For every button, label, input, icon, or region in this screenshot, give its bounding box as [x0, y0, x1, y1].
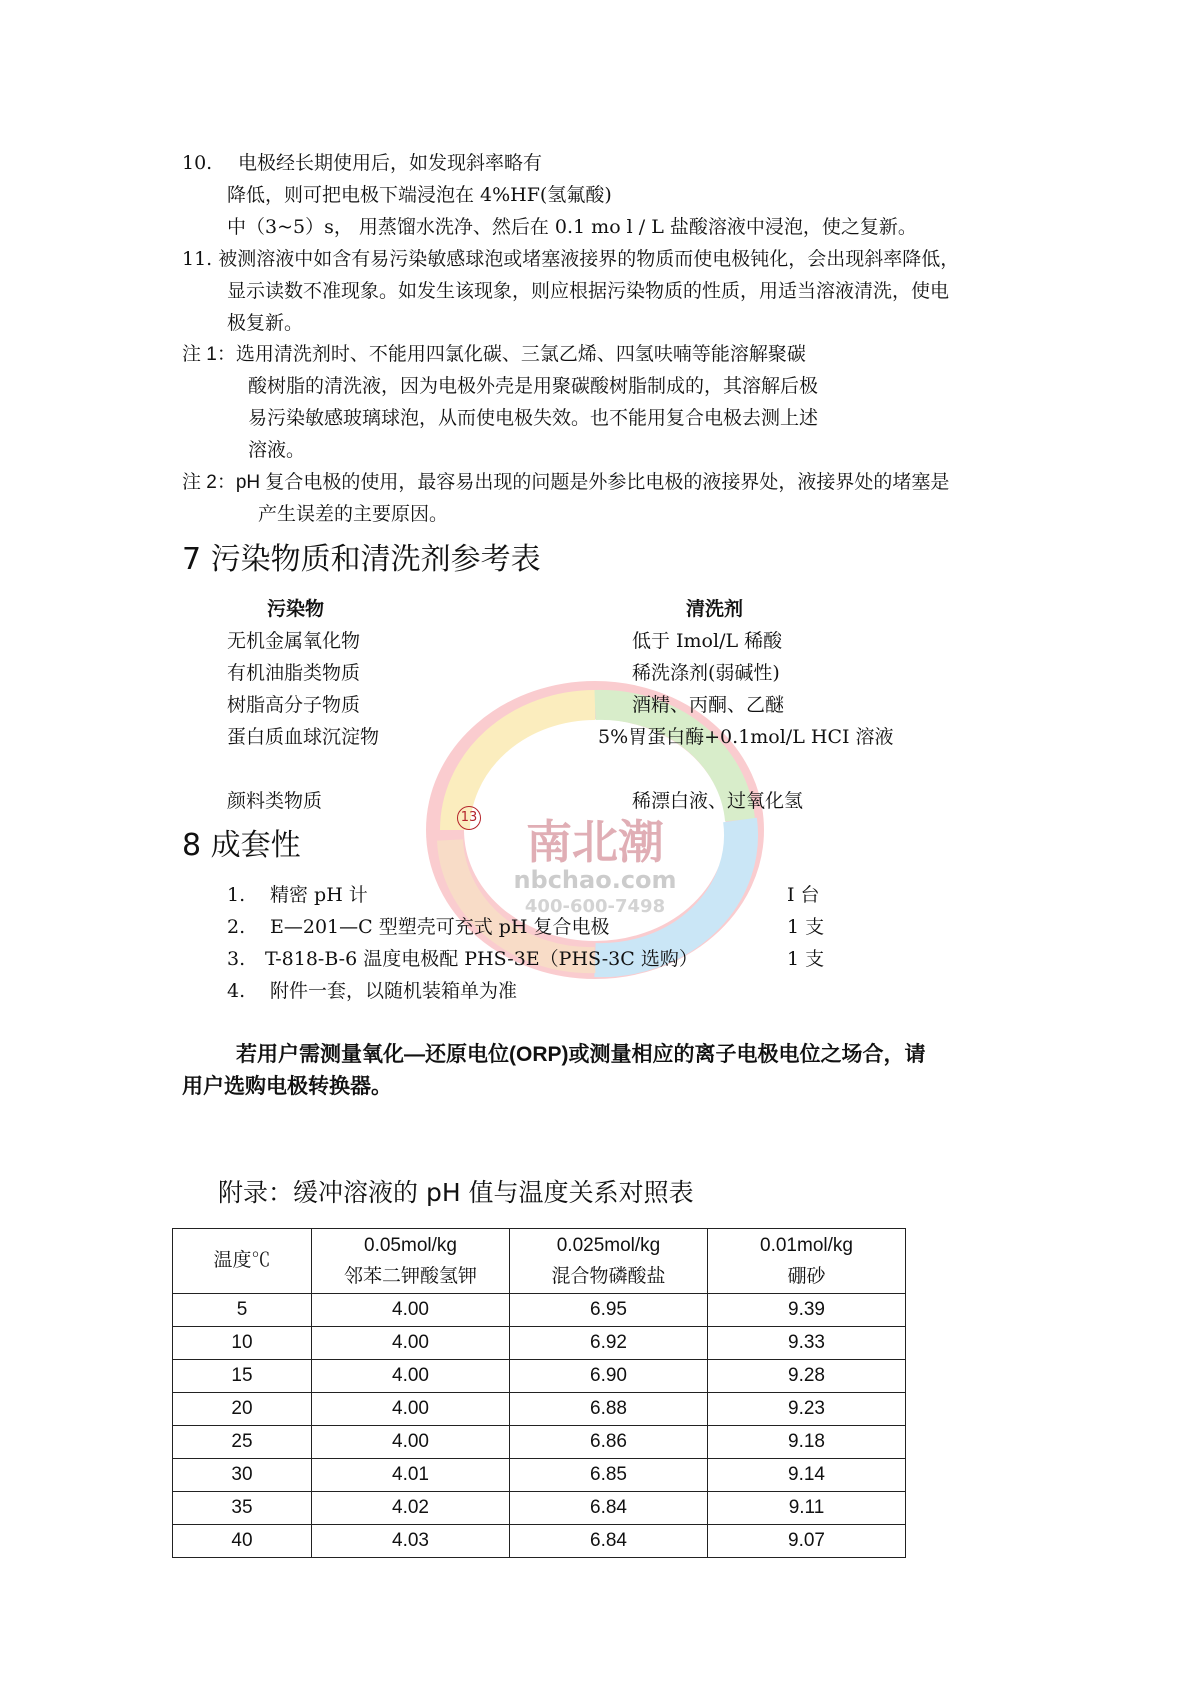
- item11-line2: 显示读数不准现象。如发生该现象，则应根据污染物质的性质，用适当溶液清洗，使电: [227, 280, 950, 302]
- table-row: 20 4.00 6.88 9.23: [173, 1393, 906, 1426]
- pollutant-1: 无机金属氧化物: [227, 630, 361, 652]
- kit-item-2-num: 2.: [227, 916, 246, 938]
- table-row: 5 4.00 6.95 9.39: [173, 1294, 906, 1327]
- kit-item-2-text: E—201—C 型塑壳可充式 pH 复合电极: [270, 916, 610, 938]
- kit-item-4-text: 附件一套，以随机装箱单为准: [270, 980, 518, 1002]
- orp-note-line2: 用户选购电极转换器。: [182, 1075, 392, 1098]
- page-number-marker: 13: [457, 806, 481, 830]
- orp-note-line1: 若用户需测量氧化—还原电位(ORP)或测量相应的离子电极电位之场合，请: [236, 1043, 926, 1066]
- note1-line2: 酸树脂的清洗液，因为电极外壳是用聚碳酸树脂制成的，其溶解后极: [248, 376, 819, 397]
- watermark-phone: 400-600-7498: [524, 896, 666, 917]
- table-header-row: [173, 1229, 906, 1294]
- table-row: 25 4.00 6.86 9.18: [173, 1426, 906, 1459]
- header-temperature: 温度℃: [173, 1229, 312, 1294]
- note1-line3: 易污染敏感玻璃球泡，从而使电极失效。也不能用复合电极去测上述: [248, 408, 819, 429]
- table-row: 30 4.01 6.85 9.14: [173, 1459, 906, 1492]
- item11-line3: 极复新。: [227, 312, 304, 334]
- kit-item-1-text: 精密 pH 计: [270, 884, 368, 906]
- item10-line2: 降低，则可把电极下端浸泡在 4%HF(氢氟酸): [227, 184, 612, 206]
- note1-line1: 注 1：选用清洗剂时、不能用四氯化碳、三氯乙烯、四氢呋喃等能溶解聚碳: [182, 344, 806, 365]
- table-row: 40 4.03 6.84 9.07: [173, 1525, 906, 1558]
- kit-item-4-num: 4.: [227, 980, 246, 1002]
- header-borax: 0.01mol/kg 硼砂: [708, 1229, 906, 1294]
- table-row: 35 4.02 6.84 9.11: [173, 1492, 906, 1525]
- cleaner-1: 低于 Imol/L 稀酸: [632, 630, 783, 652]
- kit-item-3-qty: 1 支: [787, 948, 825, 970]
- kit-item-1-num: 1.: [227, 884, 246, 906]
- watermark-brand: 南北潮: [526, 815, 664, 869]
- note2-line1: 注 2：pH 复合电极的使用，最容易出现的问题是外参比电极的液接界处，液接界处的堵塞是: [182, 472, 950, 493]
- section7-title: 7 污染物质和清洗剂参考表: [182, 542, 541, 577]
- item10-num: 10.: [182, 152, 213, 174]
- table-row: 15 4.00 6.90 9.28: [173, 1360, 906, 1393]
- note2-line2: 产生误差的主要原因。: [258, 504, 449, 525]
- pollutant-2: 有机油脂类物质: [227, 662, 361, 684]
- pollutant-5: 颜料类物质: [227, 790, 323, 812]
- pollutant-3: 树脂高分子物质: [227, 694, 361, 716]
- watermark-site: nbchao.com: [513, 866, 677, 894]
- section7-col1-header: 污染物: [267, 598, 325, 620]
- section8-title: 8 成套性: [182, 828, 301, 863]
- header-phthalate: 0.05mol/kg 邻苯二钾酸氢钾: [312, 1229, 510, 1294]
- kit-item-3-num: 3.: [227, 948, 246, 970]
- cleaner-3: 酒精、丙酮、乙醚: [632, 694, 785, 716]
- buffer-ph-table: [172, 1228, 906, 1558]
- item10-line1: 电极经长期使用后，如发现斜率略有: [238, 152, 543, 174]
- cleaner-5: 稀漂白液、过氧化氢: [632, 790, 804, 812]
- cleaner-2: 稀洗涤剂(弱碱性): [632, 662, 780, 684]
- note1-line4: 溶液。: [248, 440, 306, 461]
- table-row: 10 4.00 6.92 9.33: [173, 1327, 906, 1360]
- pollutant-4: 蛋白质血球沉淀物: [227, 726, 380, 748]
- item10-line3: 中（3~5）s， 用蒸馏水洗净、然后在 0.1 mo l / L 盐酸溶液中浸泡，使之复新。: [227, 216, 917, 238]
- cleaner-4: 5%胃蛋白酶+0.1mol/L HCI 溶液: [598, 726, 894, 748]
- item11-line1: 11. 被测溶液中如含有易污染敏感球泡或堵塞液接界的物质而使电极钝化，会出现斜率降低，: [182, 248, 960, 270]
- section7-col2-header: 清洗剂: [686, 598, 744, 620]
- appendix-title: 附录：缓冲溶液的 pH 值与温度关系对照表: [218, 1178, 694, 1207]
- kit-item-2-qty: 1 支: [787, 916, 825, 938]
- header-phosphate: 0.025mol/kg 混合物磷酸盐: [510, 1229, 708, 1294]
- kit-item-3-text: T-818-B-6 温度电极配 PHS-3E（PHS-3C 选购）: [265, 948, 698, 970]
- kit-item-1-qty: I 台: [787, 884, 820, 906]
